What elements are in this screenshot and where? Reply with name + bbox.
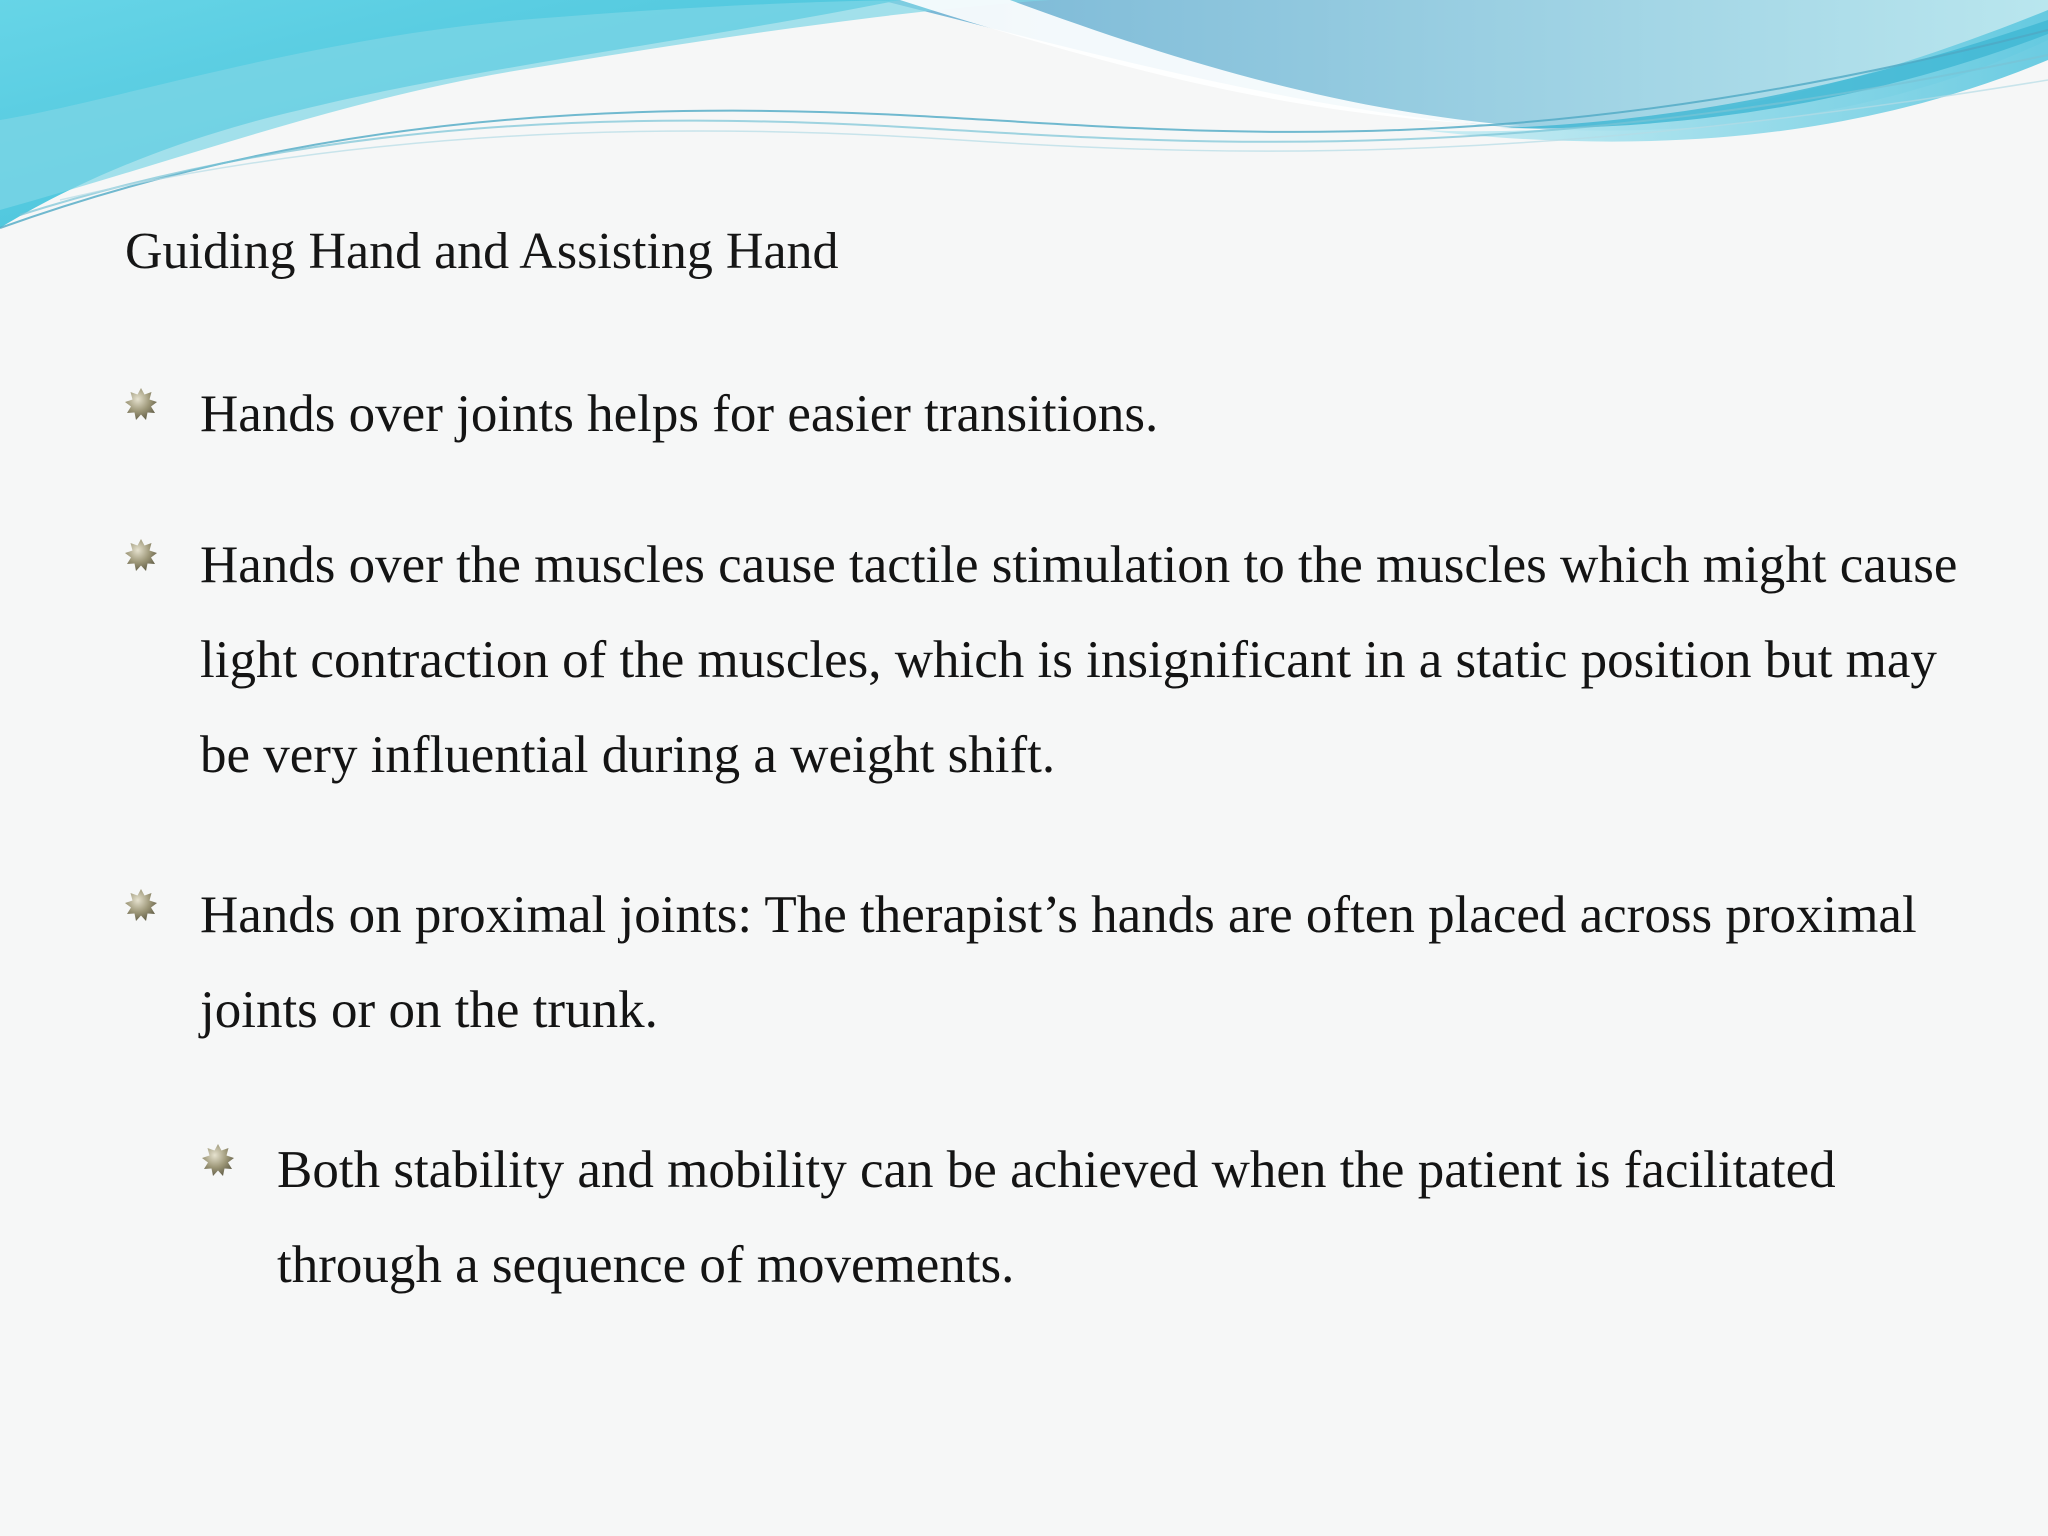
bullet-text: Hands over the muscles cause tactile stimulation to the muscles which might cause light contraction of the muscles, which is insignificant in a static position but may be very influential during a weight shift. [200, 536, 1958, 784]
bullet-text: Both stability and mobility can be achieved when the patient is facilitated through a sequence of movements. [277, 1141, 1836, 1294]
star-burst-bullet-icon [124, 888, 158, 922]
star-burst-bullet-icon [201, 1143, 235, 1177]
bullet-text: Hands over joints helps for easier transitions. [200, 385, 1159, 443]
bullet-text: Hands on proximal joints: The therapist’s hands are often placed across proximal joints or on the trunk. [200, 886, 1917, 1039]
bullet-item [200, 868, 1960, 1058]
bullet-item [200, 367, 1960, 462]
slide-title: Guiding Hand and Assisting Hand [125, 223, 839, 280]
star-burst-bullet-icon [124, 387, 158, 421]
sub-bullet-item [277, 1123, 1977, 1313]
bullet-item [200, 518, 1960, 803]
star-burst-bullet-icon [124, 538, 158, 572]
